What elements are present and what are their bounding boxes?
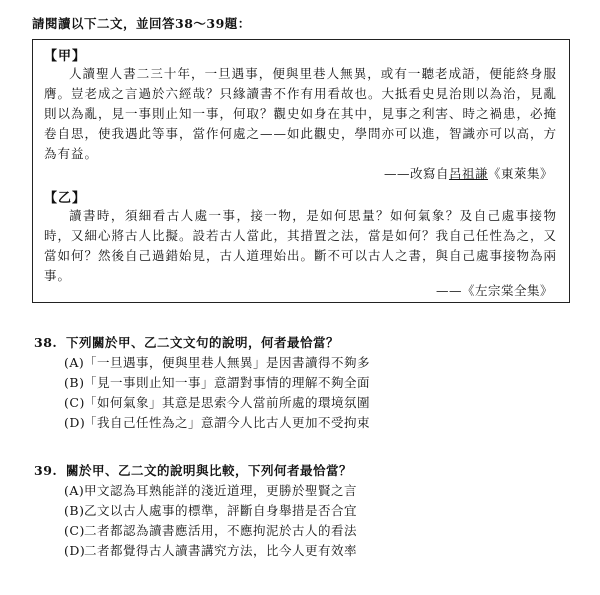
option-label: (B) bbox=[64, 375, 85, 390]
option-label: (B) bbox=[64, 503, 85, 518]
instructions: 請閱讀以下二文，並回答38～39題： bbox=[32, 16, 251, 31]
option-text: 「我自己任性為之」意謂今人比古人更加不受拘束 bbox=[84, 415, 371, 430]
passage-box bbox=[32, 39, 570, 303]
option-a bbox=[64, 481, 574, 501]
option-text: 乙文以古人處事的標準，評斷自身舉措是否合宜 bbox=[84, 503, 358, 518]
question-number: 39. bbox=[34, 463, 58, 478]
source-author: 呂祖謙 bbox=[448, 166, 488, 181]
passage-b-text: 讀書時，須細看古人處一事，接一物，是如何思量？如何氣象？及自己處事接物時，又細心將古人比擬。設若古人當此，其措置之法，當是如何？我自己任性為之，又當如何？然後自己過錯始見，古人道理始出。斷不可以古人之書，與自己處事接物為兩事。 bbox=[44, 208, 558, 283]
option-d bbox=[64, 541, 574, 561]
option-text: 二者都認為讀書應活用，不應拘泥於古人的看法 bbox=[84, 523, 358, 538]
passage-a-text: 人讀聖人書二三十年，一旦遇事，便與里巷人無異，或有一聽老成語，便能終身服膺。豈老成之言過於六經哉？只緣讀書不作有用看故也。大抵看史見治則以為治，見亂則以為亂，見一事則止知一事，何取？觀史如身在其中，見事之利害、時之禍患，必掩卷自思，使我遇此等事，當作何處之——如此觀史，學問亦可以進，智識亦可以高，方為有益。 bbox=[44, 66, 558, 161]
question-number: 38. bbox=[34, 335, 58, 350]
option-text: 「如何氣象」其意是思索今人當前所處的環境氛圍 bbox=[84, 395, 371, 410]
option-b bbox=[64, 373, 574, 393]
option-text: 「見一事則止知一事」意謂對事情的理解不夠全面 bbox=[84, 375, 371, 390]
option-label: (A) bbox=[64, 355, 85, 370]
passage-b-source: ——《左宗棠全集》 bbox=[435, 283, 553, 298]
option-c bbox=[64, 393, 574, 413]
option-d bbox=[64, 413, 574, 433]
passage-a-source bbox=[384, 164, 553, 182]
source-title: 《東萊集》 bbox=[487, 166, 553, 181]
option-text: 「一旦遇事，便與里巷人無異」是因書讀得不夠多 bbox=[84, 355, 371, 370]
question-stem: 下列關於甲、乙二文文句的說明，何者最恰當？ bbox=[66, 335, 340, 350]
question-stem: 關於甲、乙二文的說明與比較，下列何者最恰當？ bbox=[66, 463, 353, 478]
question-39 bbox=[34, 461, 574, 561]
option-label: (C) bbox=[64, 523, 85, 538]
option-label: (A) bbox=[64, 483, 85, 498]
passage-b-tag: 【乙】 bbox=[44, 191, 87, 206]
option-text: 甲文認為耳熟能詳的淺近道理，更勝於聖賢之言 bbox=[84, 483, 358, 498]
option-label: (D) bbox=[64, 415, 86, 430]
question-38 bbox=[34, 333, 574, 433]
option-label: (C) bbox=[64, 395, 85, 410]
option-b bbox=[64, 501, 574, 521]
passage-a-tag: 【甲】 bbox=[44, 49, 87, 64]
option-text: 二者都覺得古人讀書講究方法，比今人更有效率 bbox=[84, 543, 358, 558]
option-c bbox=[64, 521, 574, 541]
option-label: (D) bbox=[64, 543, 86, 558]
option-a bbox=[64, 353, 574, 373]
source-prefix: ——改寫自 bbox=[383, 166, 449, 181]
